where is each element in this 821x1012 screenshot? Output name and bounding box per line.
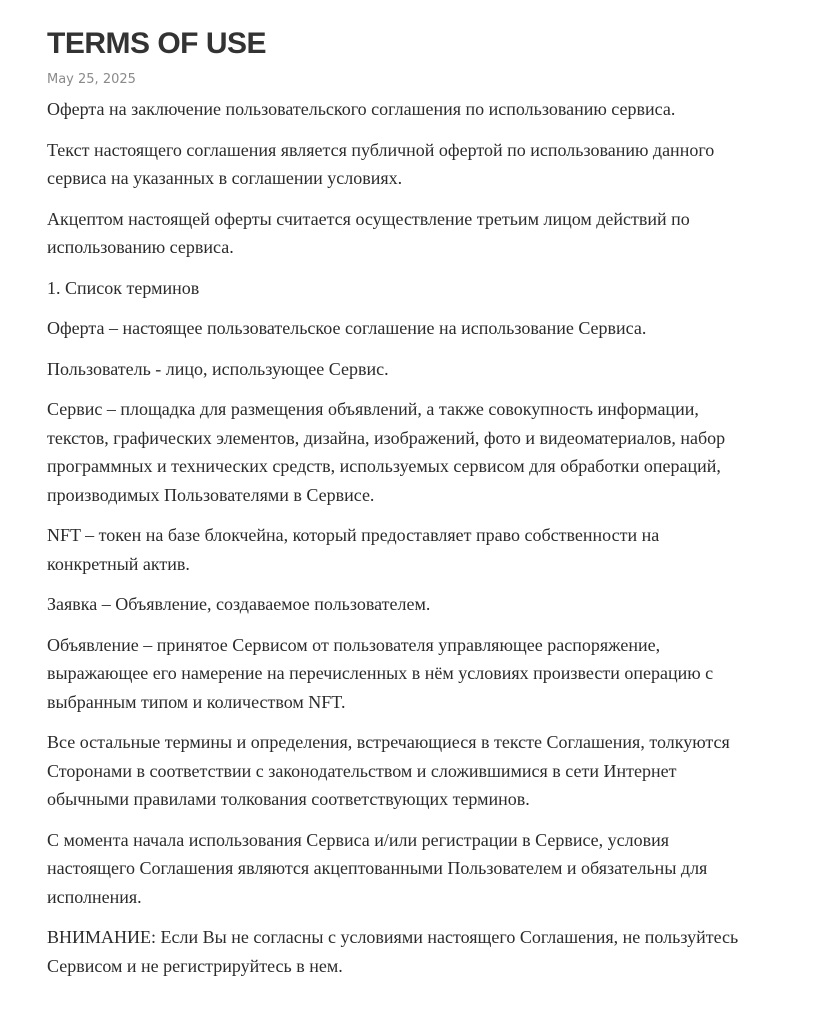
paragraph-offer-intro: Оферта на заключение пользовательского соглашения по использованию сервиса. xyxy=(47,99,676,119)
paragraph-acceptance-moment: С момента начала использования Сервиса и/или регистрации в Сервисе, условия настоящего Соглашения являются акцептованными Пользователем и обязательны для исполнения. xyxy=(47,829,708,907)
paragraph-other-terms: Все остальные термины и определения, встречающиеся в тексте Соглашения, толкуются Сторонами в соответствии с законодательством и сложившимися в сети Интернет обычными правилами толкования соответствующих терминов. xyxy=(47,732,730,809)
definition-listing: Объявление – принятое Сервисом от пользователя управляющее распоряжение, выражающее его намерение на перечисленных в нём условиях произвести операцию с выбранным типом и количеством NFT. xyxy=(47,634,714,712)
publish-date: May 25, 2025 xyxy=(47,72,136,87)
terms-page xyxy=(47,0,747,992)
definition-service: Сервис – площадка для размещения объявлений, а также совокупность информации, текстов, графических элементов, дизайна, изображений, фото и видеоматериалов, набор программных и технических средств, используемых сервисом для обработки операций, производимых Пользователями в Сервисе. xyxy=(47,399,726,505)
definition-nft: NFT – токен на базе блокчейна, который предоставляет право собственности на конкретный актив. xyxy=(47,525,660,574)
definition-offer: Оферта – настоящее пользовательское соглашение на использование Сервиса. xyxy=(47,318,647,338)
paragraph-warning: ВНИМАНИЕ: Если Вы не согласны с условиями настоящего Соглашения, не пользуйтесь Сервисом и не регистрируйтесь в нем. xyxy=(47,927,739,976)
definition-request: Заявка – Объявление, создаваемое пользователем. xyxy=(47,594,431,614)
terms-body xyxy=(47,95,747,980)
section-heading-terms-list: 1. Список терминов xyxy=(47,277,200,298)
page-title: TERMS OF USE xyxy=(47,27,267,60)
paragraph-public-offer: Текст настоящего соглашения является публичной офертой по использованию данного сервиса на указанных в соглашении условиях. xyxy=(47,139,715,188)
paragraph-acceptance: Акцептом настоящей оферты считается осуществление третьим лицом действий по использованию сервиса. xyxy=(47,208,690,257)
definition-user: Пользователь - лицо, использующее Сервис. xyxy=(47,358,389,379)
